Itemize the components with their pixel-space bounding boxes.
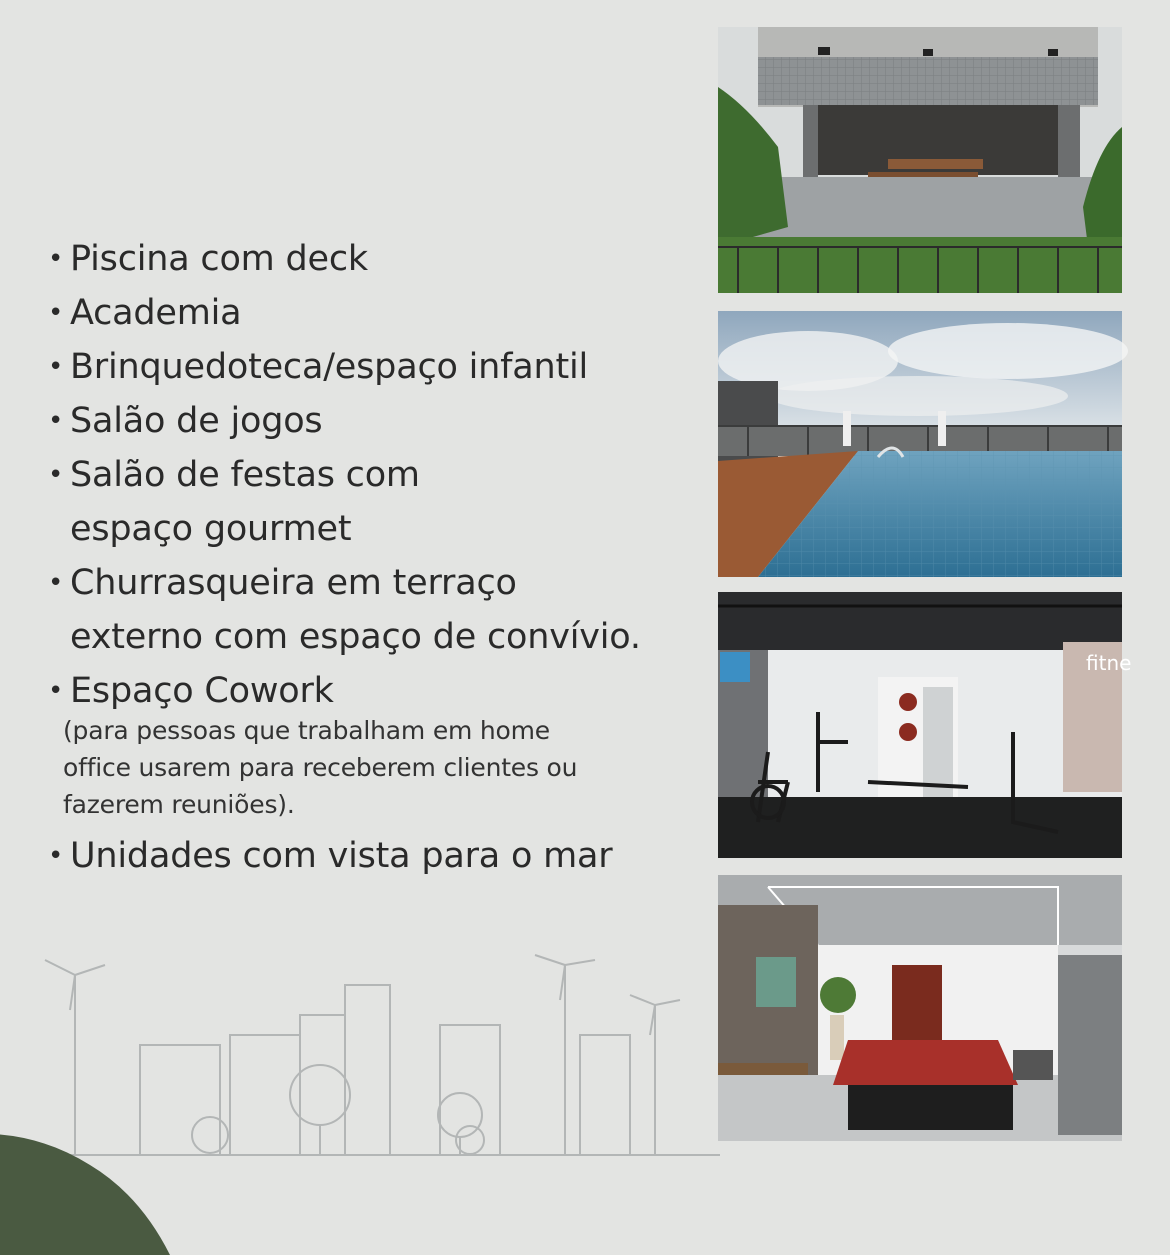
- photo-salao-de-jogos: [718, 875, 1122, 1141]
- amenity-item: [48, 394, 688, 448]
- amenity-item: [48, 232, 688, 286]
- amenity-text: Academia: [70, 293, 242, 333]
- amenity-item: [48, 448, 688, 556]
- bullet: •: [48, 244, 64, 274]
- amenity-item: [48, 340, 688, 394]
- bullet: •: [48, 406, 64, 436]
- bullet: •: [48, 298, 64, 328]
- photo-piscina: [718, 311, 1122, 577]
- photo-academia: [718, 592, 1132, 858]
- bullet: •: [48, 460, 64, 490]
- amenity-text-continued: espaço gourmet: [70, 509, 352, 549]
- green-corner-shape: [0, 995, 170, 1255]
- amenity-text-continued: externo com espaço de convívio.: [70, 617, 641, 657]
- bullet: •: [48, 676, 64, 706]
- bullet: •: [48, 352, 64, 382]
- amenity-text: Espaço Cowork: [70, 671, 334, 711]
- amenity-note: fazerem reuniões).: [63, 790, 295, 819]
- amenity-note: office usarem para receberem clientes ou: [63, 753, 578, 782]
- amenity-item: [48, 664, 688, 823]
- amenity-text: Salão de festas com: [70, 455, 420, 495]
- amenity-text: Salão de jogos: [70, 401, 323, 441]
- amenity-item: [48, 556, 688, 664]
- amenity-text: Brinquedoteca/espaço infantil: [70, 347, 589, 387]
- bullet: •: [48, 841, 64, 871]
- amenity-item: [48, 829, 688, 883]
- photo-churrasqueira: [718, 27, 1122, 293]
- amenity-text: Piscina com deck: [70, 239, 368, 279]
- bullet: •: [48, 568, 64, 598]
- amenity-text: Churrasqueira em terraço: [70, 563, 517, 603]
- amenity-text: Unidades com vista para o mar: [70, 836, 613, 876]
- gym-sign-text: fitne: [1086, 651, 1132, 675]
- amenity-item: [48, 286, 688, 340]
- amenities-list: [48, 232, 688, 883]
- amenity-note: (para pessoas que trabalham em home: [63, 716, 550, 745]
